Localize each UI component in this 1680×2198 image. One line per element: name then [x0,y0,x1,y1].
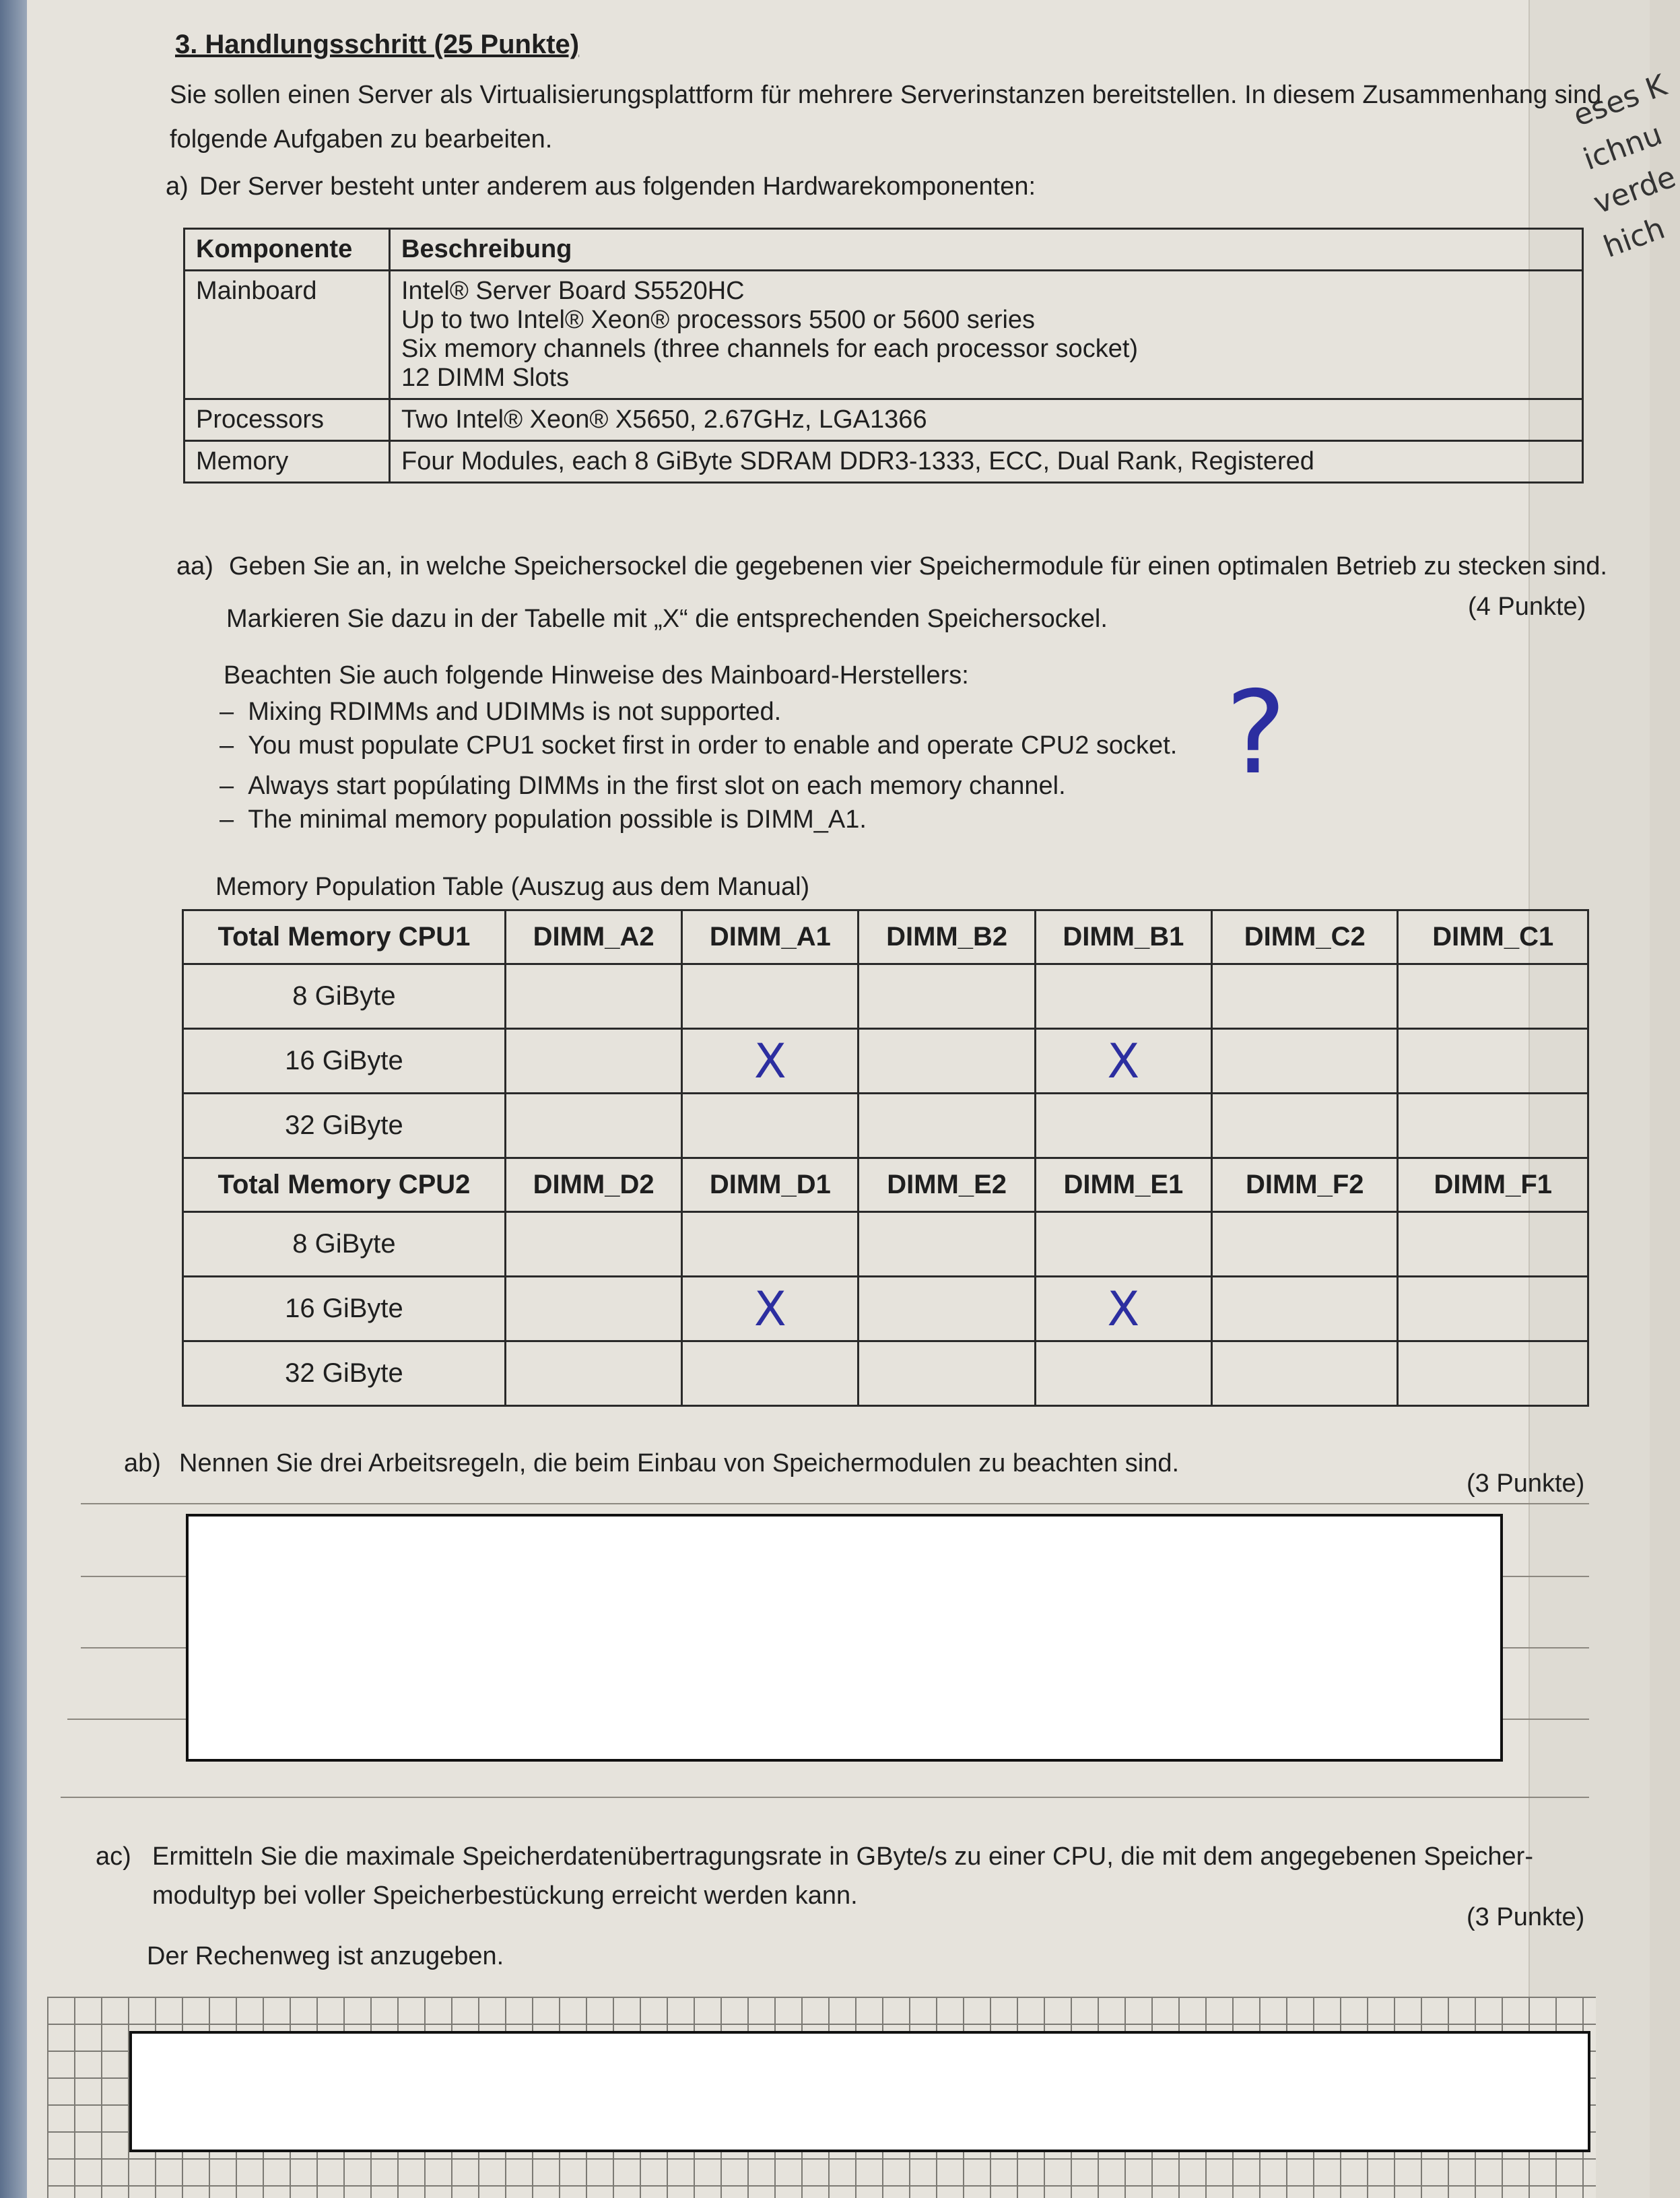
dimm-slot-cell[interactable] [1212,964,1398,1029]
dimm-slot-cell[interactable] [859,1341,1035,1406]
hw-component: Mainboard [184,271,390,399]
dimm-slot-cell[interactable] [1398,1029,1588,1094]
dimm-slot-cell[interactable] [1212,1212,1398,1277]
dimm-slot-cell[interactable] [1398,1094,1588,1158]
dimm-slot-cell[interactable] [859,1094,1035,1158]
dimm-slot-cell[interactable] [859,1212,1035,1277]
redacted-answer-box [186,1514,1503,1762]
dimm-slot-cell[interactable] [1398,1212,1588,1277]
dimm-slot-cell[interactable] [505,1029,681,1094]
dimm-slot-cell[interactable] [1035,1341,1211,1406]
dimm-slot-header: DIMM_E2 [859,1158,1035,1212]
total-memory-header: Total Memory CPU1 [183,910,506,964]
background-strip [0,0,27,2198]
part-a-label: a) [166,172,189,201]
hint-text: Always start popúlating DIMMs in the first slot on each memory channel. [248,772,1066,800]
dimm-slot-header: DIMM_B1 [1035,910,1211,964]
dimm-slot-cell[interactable] [505,1094,681,1158]
hw-component: Processors [184,399,390,441]
part-a-text: Der Server besteht unter anderem aus folgenden Hardwarekomponenten: [199,172,1036,201]
dimm-slot-cell[interactable] [505,964,681,1029]
part-aa-line-1: Geben Sie an, in welche Speichersockel die gegebenen vier Speichermodule für einen optimalen Betrieb zu stecken sind. [229,552,1607,580]
dimm-slot-header: DIMM_F2 [1212,1158,1398,1212]
part-ac-note: Der Rechenweg ist anzugeben. [147,1942,504,1970]
hint-dash: – [220,698,234,726]
dimm-slot-header: DIMM_D2 [505,1158,681,1212]
dimm-slot-cell[interactable] [682,1094,859,1158]
intro-line-1: Sie sollen einen Server als Virtualisierungsplattform für mehrere Serverinstanzen bereitstellen. In diesem Zusammenhang sind [170,81,1602,109]
memory-size-row [183,1341,1588,1406]
part-aa-points: (4 Punkte) [1468,593,1586,621]
memory-size-label: 8 GiByte [183,964,506,1029]
dimm-slot-cell[interactable] [505,1277,681,1341]
memory-size-label: 32 GiByte [183,1341,506,1406]
dimm-slot-cell[interactable] [859,1029,1035,1094]
dimm-slot-cell[interactable] [859,1277,1035,1341]
dimm-slot-header: DIMM_C1 [1398,910,1588,964]
part-aa-line-2: Markieren Sie dazu in der Tabelle mit „X“ die entsprechenden Speichersockel. [226,605,1108,633]
hw-description-line: Intel® Server Board S5520HC [401,277,745,305]
hint-item [220,731,1177,760]
part-ac-points: (3 Punkte) [1467,1903,1585,1931]
memory-size-row [183,1277,1588,1341]
hint-item [220,805,867,834]
part-ac-line-2: modultyp bei voller Speicherbestückung erreicht werden kann. [152,1881,858,1910]
dimm-slot-header: DIMM_F1 [1398,1158,1588,1212]
side-fragment: ichnu [1579,116,1667,177]
answer-line [61,1797,1589,1798]
dimm-slot-cell[interactable] [682,964,859,1029]
cpu1-header-row [183,910,1588,964]
dimm-slot-cell[interactable] [1212,1029,1398,1094]
dimm-slot-header: DIMM_D1 [682,1158,859,1212]
dimm-slot-cell[interactable] [1212,1341,1398,1406]
dimm-slot-cell[interactable] [1398,1341,1588,1406]
memory-size-row [183,1212,1588,1277]
dimm-slot-cell[interactable] [505,1212,681,1277]
memory-size-label: 32 GiByte [183,1094,506,1158]
dimm-slot-cell[interactable] [1035,1212,1211,1277]
handwritten-question-mark: ? [1225,667,1287,800]
part-ac-label: ac) [96,1842,131,1871]
cpu2-header-row [183,1158,1588,1212]
dimm-slot-header: DIMM_C2 [1212,910,1398,964]
dimm-slot-cell[interactable] [682,1341,859,1406]
dimm-slot-cell[interactable] [1035,1029,1211,1094]
handwritten-x-mark: X [1107,1281,1140,1337]
dimm-slot-cell[interactable] [1035,1277,1211,1341]
side-fragment: eses K [1569,68,1671,133]
dimm-slot-cell[interactable] [1398,1277,1588,1341]
dimm-slot-cell[interactable] [682,1277,859,1341]
hint-text: The minimal memory population possible is DIMM_A1. [248,805,867,834]
hint-item [220,772,1066,801]
hint-intro: Beachten Sie auch folgende Hinweise des Mainboard-Herstellers: [224,661,969,690]
memory-size-label: 8 GiByte [183,1212,506,1277]
dimm-slot-cell[interactable] [505,1341,681,1406]
hw-description: Two Intel® Xeon® X5650, 2.67GHz, LGA1366 [390,399,1583,441]
memory-size-row [183,1029,1588,1094]
side-fragment: hich [1599,211,1670,265]
side-fragment: verde [1589,160,1680,221]
hw-description-line: 12 DIMM Slots [401,364,570,392]
handwritten-x-mark: X [753,1281,786,1337]
hw-header-component: Komponente [184,229,390,271]
memory-size-row [183,1094,1588,1158]
dimm-slot-header: DIMM_B2 [859,910,1035,964]
hw-description: Four Modules, each 8 GiByte SDRAM DDR3-1333, ECC, Dual Rank, Registered [390,441,1583,483]
memory-size-label: 16 GiByte [183,1277,506,1341]
memory-population-table [182,909,1589,1407]
dimm-slot-cell[interactable] [1035,1094,1211,1158]
part-ab-text: Nennen Sie drei Arbeitsregeln, die beim Einbau von Speichermodulen zu beachten sind. [179,1449,1180,1477]
hint-text: You must populate CPU1 socket first in order to enable and operate CPU2 socket. [248,731,1178,760]
memory-size-label: 16 GiByte [183,1029,506,1094]
part-ac-line-1: Ermitteln Sie die maximale Speicherdatenübertragungsrate in GByte/s zu einer CPU, die mit dem angegebenen Speicher- [152,1842,1533,1871]
dimm-slot-cell[interactable] [859,964,1035,1029]
answer-line [81,1503,1589,1504]
section-heading: 3. Handlungsschritt (25 Punkte) [175,30,580,59]
redacted-calculation-box [129,2031,1590,2152]
dimm-slot-cell[interactable] [1212,1094,1398,1158]
hint-dash: – [220,772,234,800]
handwritten-x-mark: X [1107,1033,1140,1089]
hint-dash: – [220,805,234,834]
hint-dash: – [220,731,234,760]
dimm-slot-cell[interactable] [1398,964,1588,1029]
dimm-slot-cell[interactable] [682,1212,859,1277]
part-ab-label: ab) [124,1449,161,1477]
hardware-table [183,228,1584,484]
hw-component: Memory [184,441,390,483]
dimm-slot-header: DIMM_E1 [1035,1158,1211,1212]
hint-item [220,698,781,727]
hw-description [390,271,1583,399]
total-memory-header: Total Memory CPU2 [183,1158,506,1212]
hint-text: Mixing RDIMMs and UDIMMs is not supported. [248,698,782,726]
dimm-slot-cell[interactable] [1212,1277,1398,1341]
part-ab-points: (3 Punkte) [1467,1469,1585,1498]
dimm-slot-header: DIMM_A2 [505,910,681,964]
intro-line-2: folgende Aufgaben zu bearbeiten. [170,125,553,154]
dimm-slot-header: DIMM_A1 [682,910,859,964]
dimm-slot-cell[interactable] [1035,964,1211,1029]
hw-header-description: Beschreibung [390,229,1583,271]
dimm-slot-cell[interactable] [682,1029,859,1094]
part-aa-label: aa) [176,552,213,580]
handwritten-x-mark: X [753,1033,786,1089]
memory-size-row [183,964,1588,1029]
hw-description-line: Six memory channels (three channels for each processor socket) [401,335,1139,363]
hw-description-line: Up to two Intel® Xeon® processors 5500 or 5600 series [401,306,1036,334]
memory-table-caption: Memory Population Table (Auszug aus dem Manual) [215,873,810,901]
